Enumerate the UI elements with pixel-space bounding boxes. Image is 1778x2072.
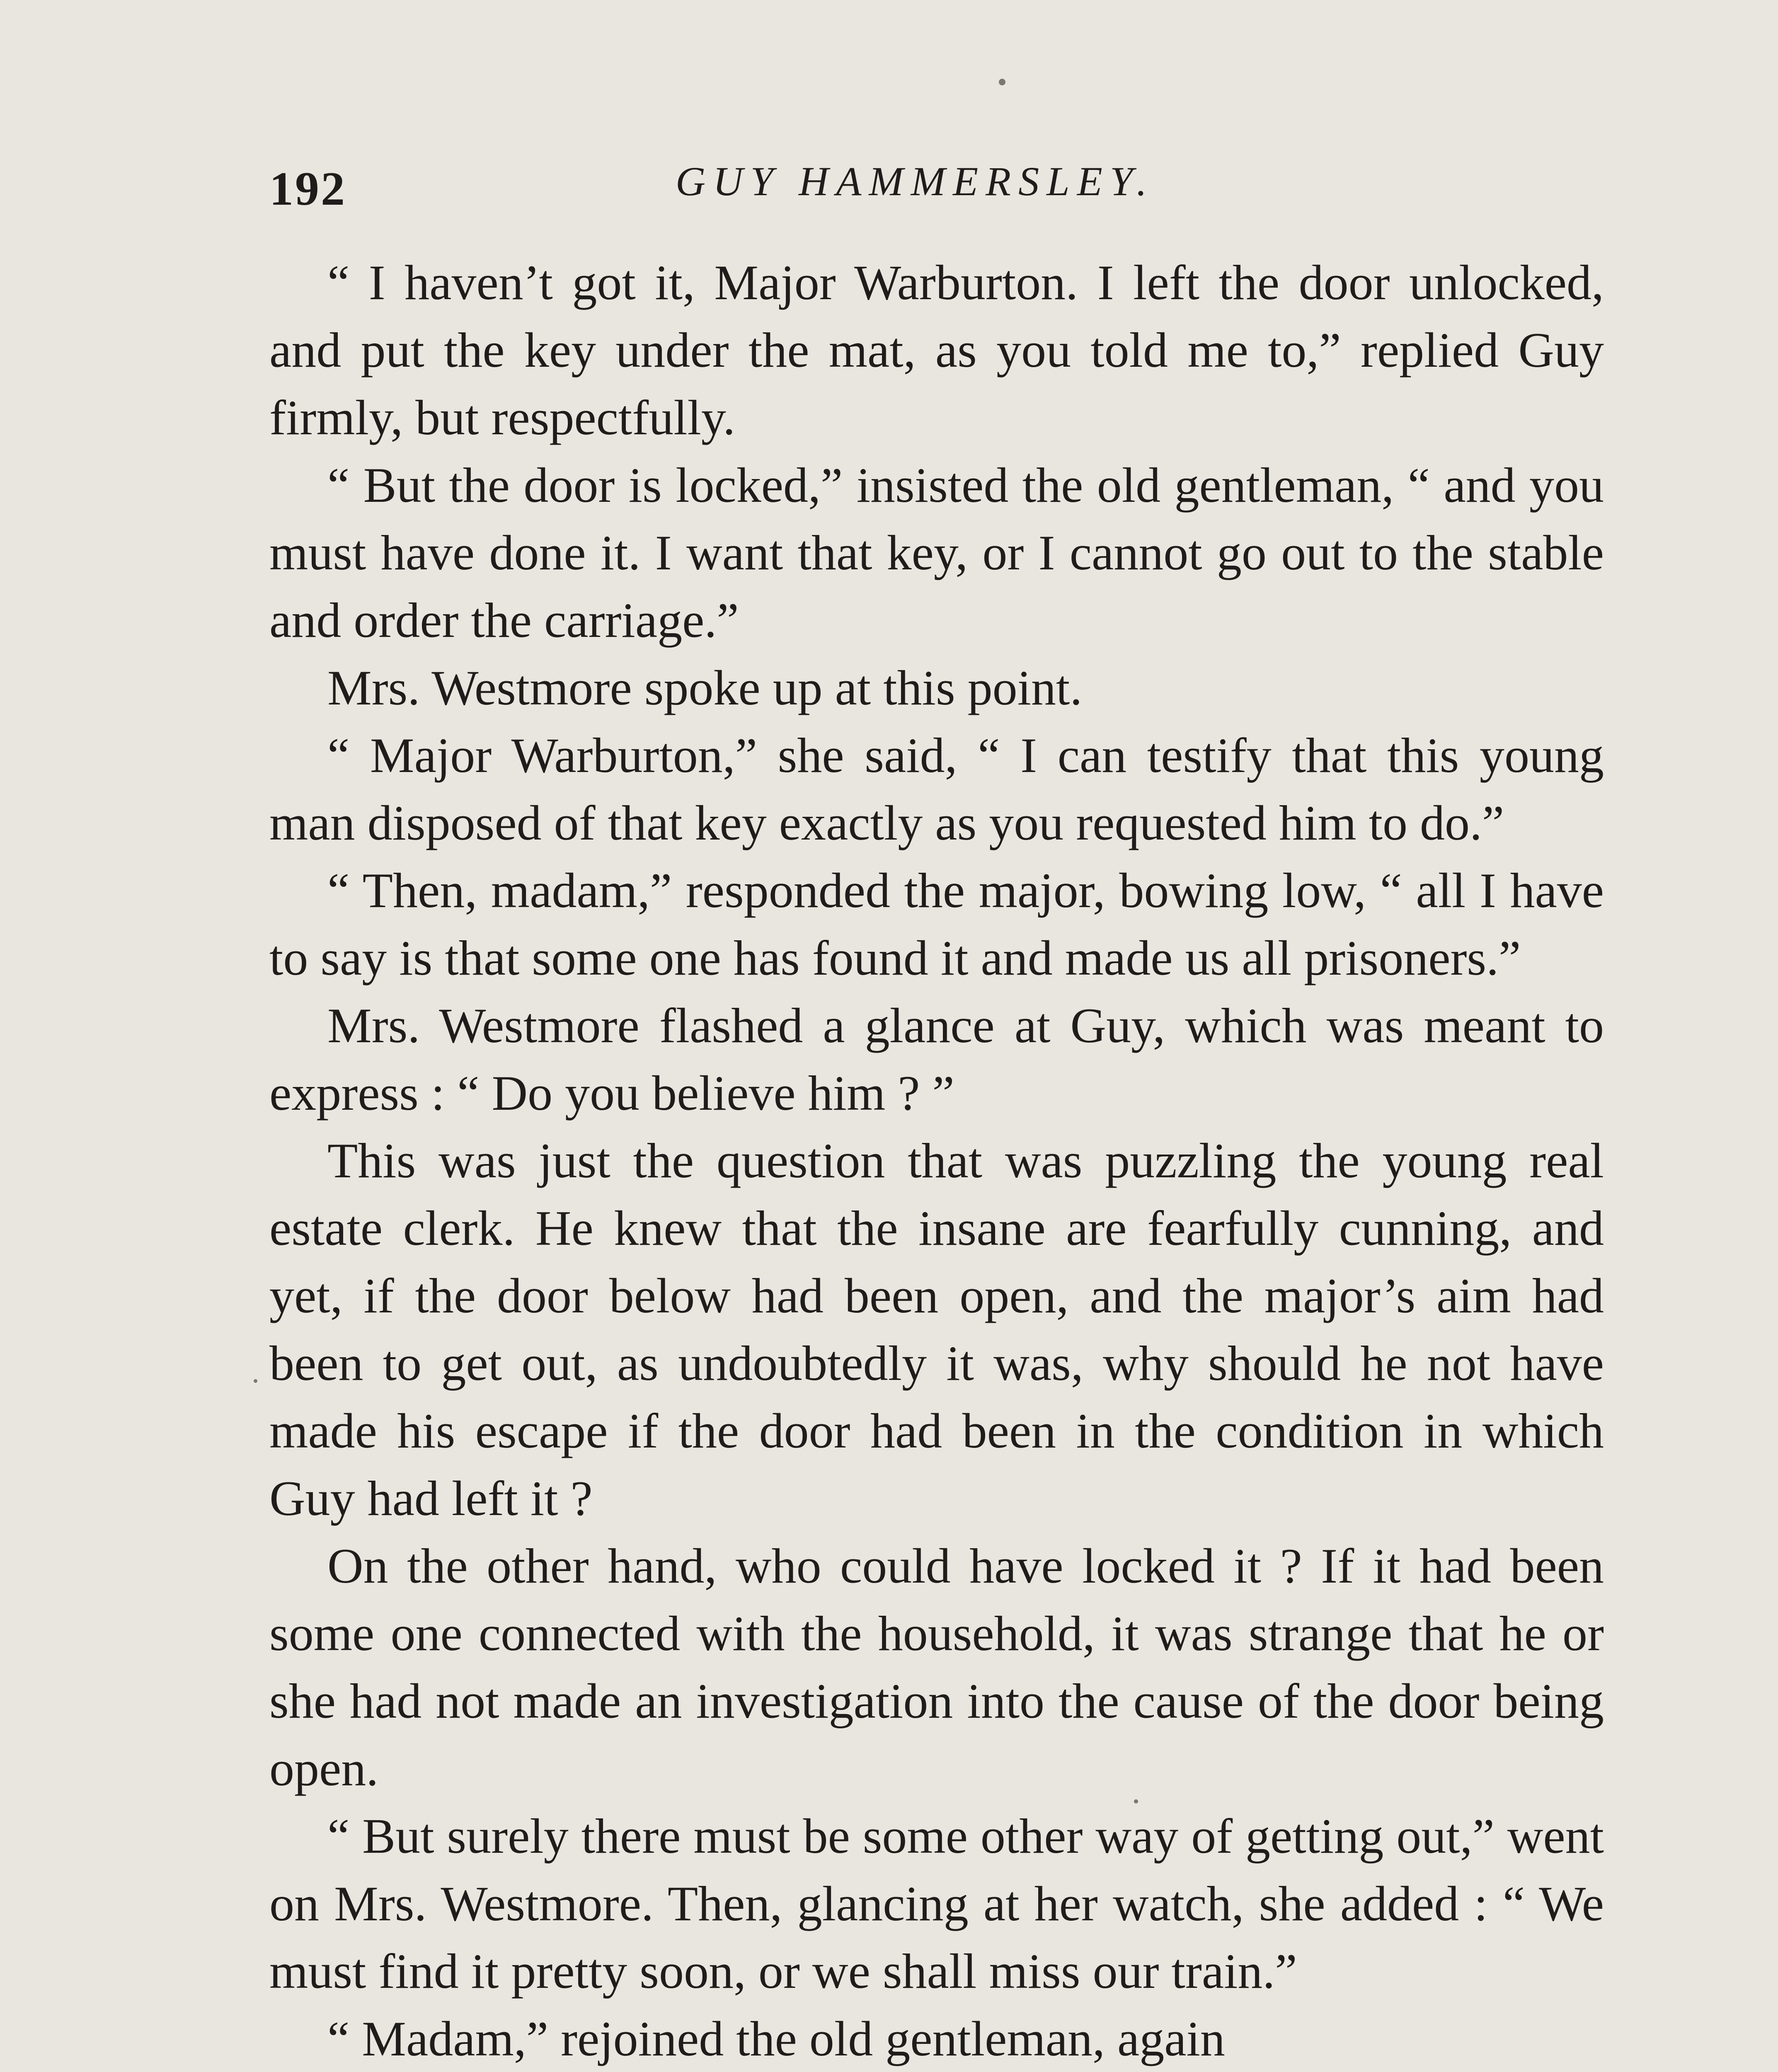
paper-speck [1134,1799,1138,1803]
paragraph-1: “ I haven’t got it, Major Warburton. I left the door unlocked, and put the key under the mat, as you told me to,” replied Guy firmly, but respectfully. [269,255,1604,445]
paper-speck [999,79,1005,85]
paragraph-9: “ But surely there must be some other way of getting out,” went on Mrs. Westmore. Then, glancing at her watch, she added : “ We must find it pretty soon, or we shall miss our train.” [269,1808,1604,1999]
paragraph-7: This was just the question that was puzzling the young real estate clerk. He knew that the insane are fearfully cunning, and yet, if the door below had been open, and the major’s aim had been to get out, as undoubtedly it was, why should he not have made his escape if the door had been in the condition in which Guy had left it ? [269,1133,1604,1526]
paragraph-4: “ Major Warburton,” she said, “ I can testify that this young man disposed of that key exactly as you requested him to do.” [269,728,1604,850]
paragraph-2: “ But the door is locked,” insisted the old gentleman, “ and you must have done it. I want that key, or I cannot go out to the stable and order the carriage.” [269,457,1604,648]
paragraph-5: “ Then, madam,” responded the major, bowing low, “ all I have to say is that some one has found it and made us all prisoners.” [269,863,1604,985]
running-head [269,149,1604,215]
page-number: 192 [269,162,346,215]
paragraph-6: Mrs. Westmore flashed a glance at Guy, which was meant to express : “ Do you believe him ? ” [269,998,1604,1121]
paragraph-10: “ Madam,” rejoined the old gentleman, again [327,2011,1225,2066]
running-title: GUY HAMMERSLEY. [676,158,1155,204]
body-text [269,249,1604,2072]
paragraph-8: On the other hand, who could have locked it ? If it had been some one connected with the household, it was strange that he or she had not made an investigation into the cause of the door being open. [269,1538,1604,1796]
paper-speck [254,1379,257,1383]
paragraph-3: Mrs. Westmore spoke up at this point. [327,660,1083,715]
